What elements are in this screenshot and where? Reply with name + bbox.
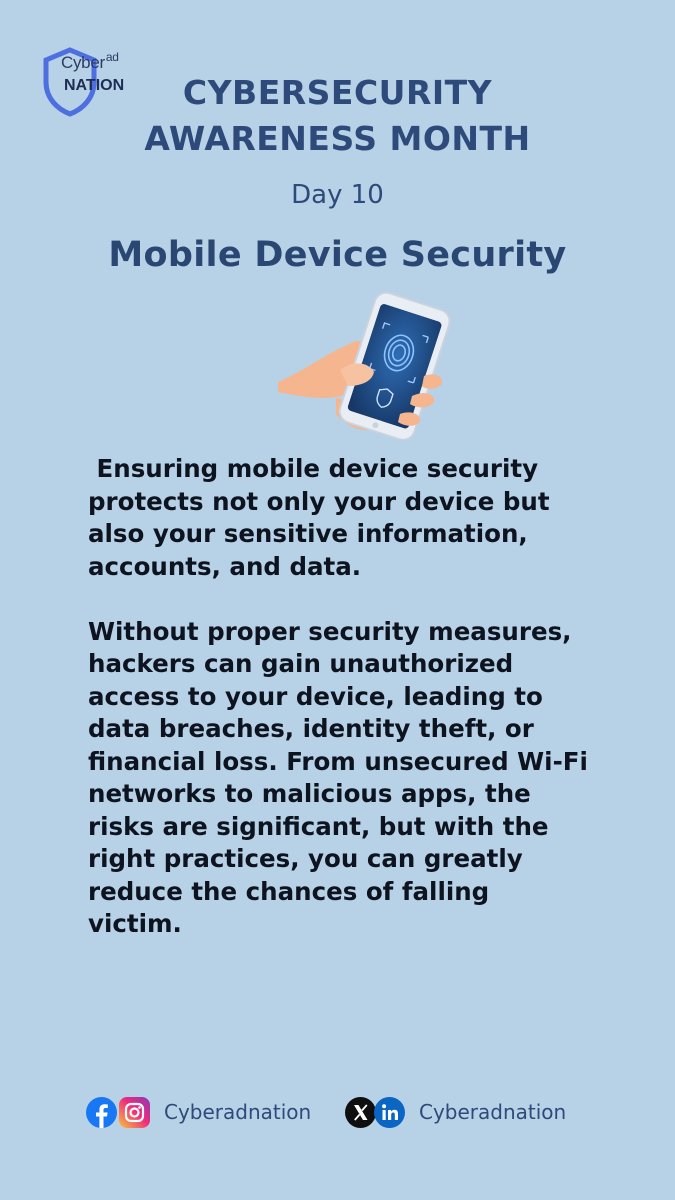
social-group-right	[345, 1096, 566, 1128]
page-subtitle: Mobile Device Security	[108, 235, 567, 275]
body-paragraph-2: Without proper security measures, hackers can gain unauthorized access to your device, leading to data breaches, identity theft, or financial loss. From unsecured Wi-Fi networks to malicious apps, the risks are significant, but with the right practices, you can greatly reduce the chances of falling victim.	[88, 616, 588, 938]
fingerprint-phone-icon	[276, 290, 460, 440]
title-line-2: AWARENESS MONTH	[144, 119, 531, 158]
day-label: Day 10	[291, 180, 384, 210]
body-text	[88, 453, 628, 941]
logo-text-bottom: NATION	[64, 77, 125, 94]
x-icon[interactable]	[345, 1097, 376, 1128]
facebook-icon[interactable]	[86, 1097, 117, 1128]
paragraph-spacer	[88, 583, 628, 616]
title-line-1: CYBERSECURITY	[182, 73, 493, 112]
social-handle-right[interactable]: Cyberadnation	[419, 1100, 567, 1124]
logo-text-top: Cyber$^{ad}$	[61, 50, 119, 72]
body-paragraph-1: Ensuring mobile device security protects not only your device but also your sensitive information, accounts, and data.	[88, 454, 550, 581]
page-title	[0, 70, 675, 162]
social-handle-left[interactable]: Cyberadnation	[164, 1100, 312, 1124]
social-group-left	[86, 1096, 311, 1128]
instagram-icon[interactable]	[119, 1097, 150, 1128]
linkedin-icon[interactable]	[374, 1097, 405, 1128]
